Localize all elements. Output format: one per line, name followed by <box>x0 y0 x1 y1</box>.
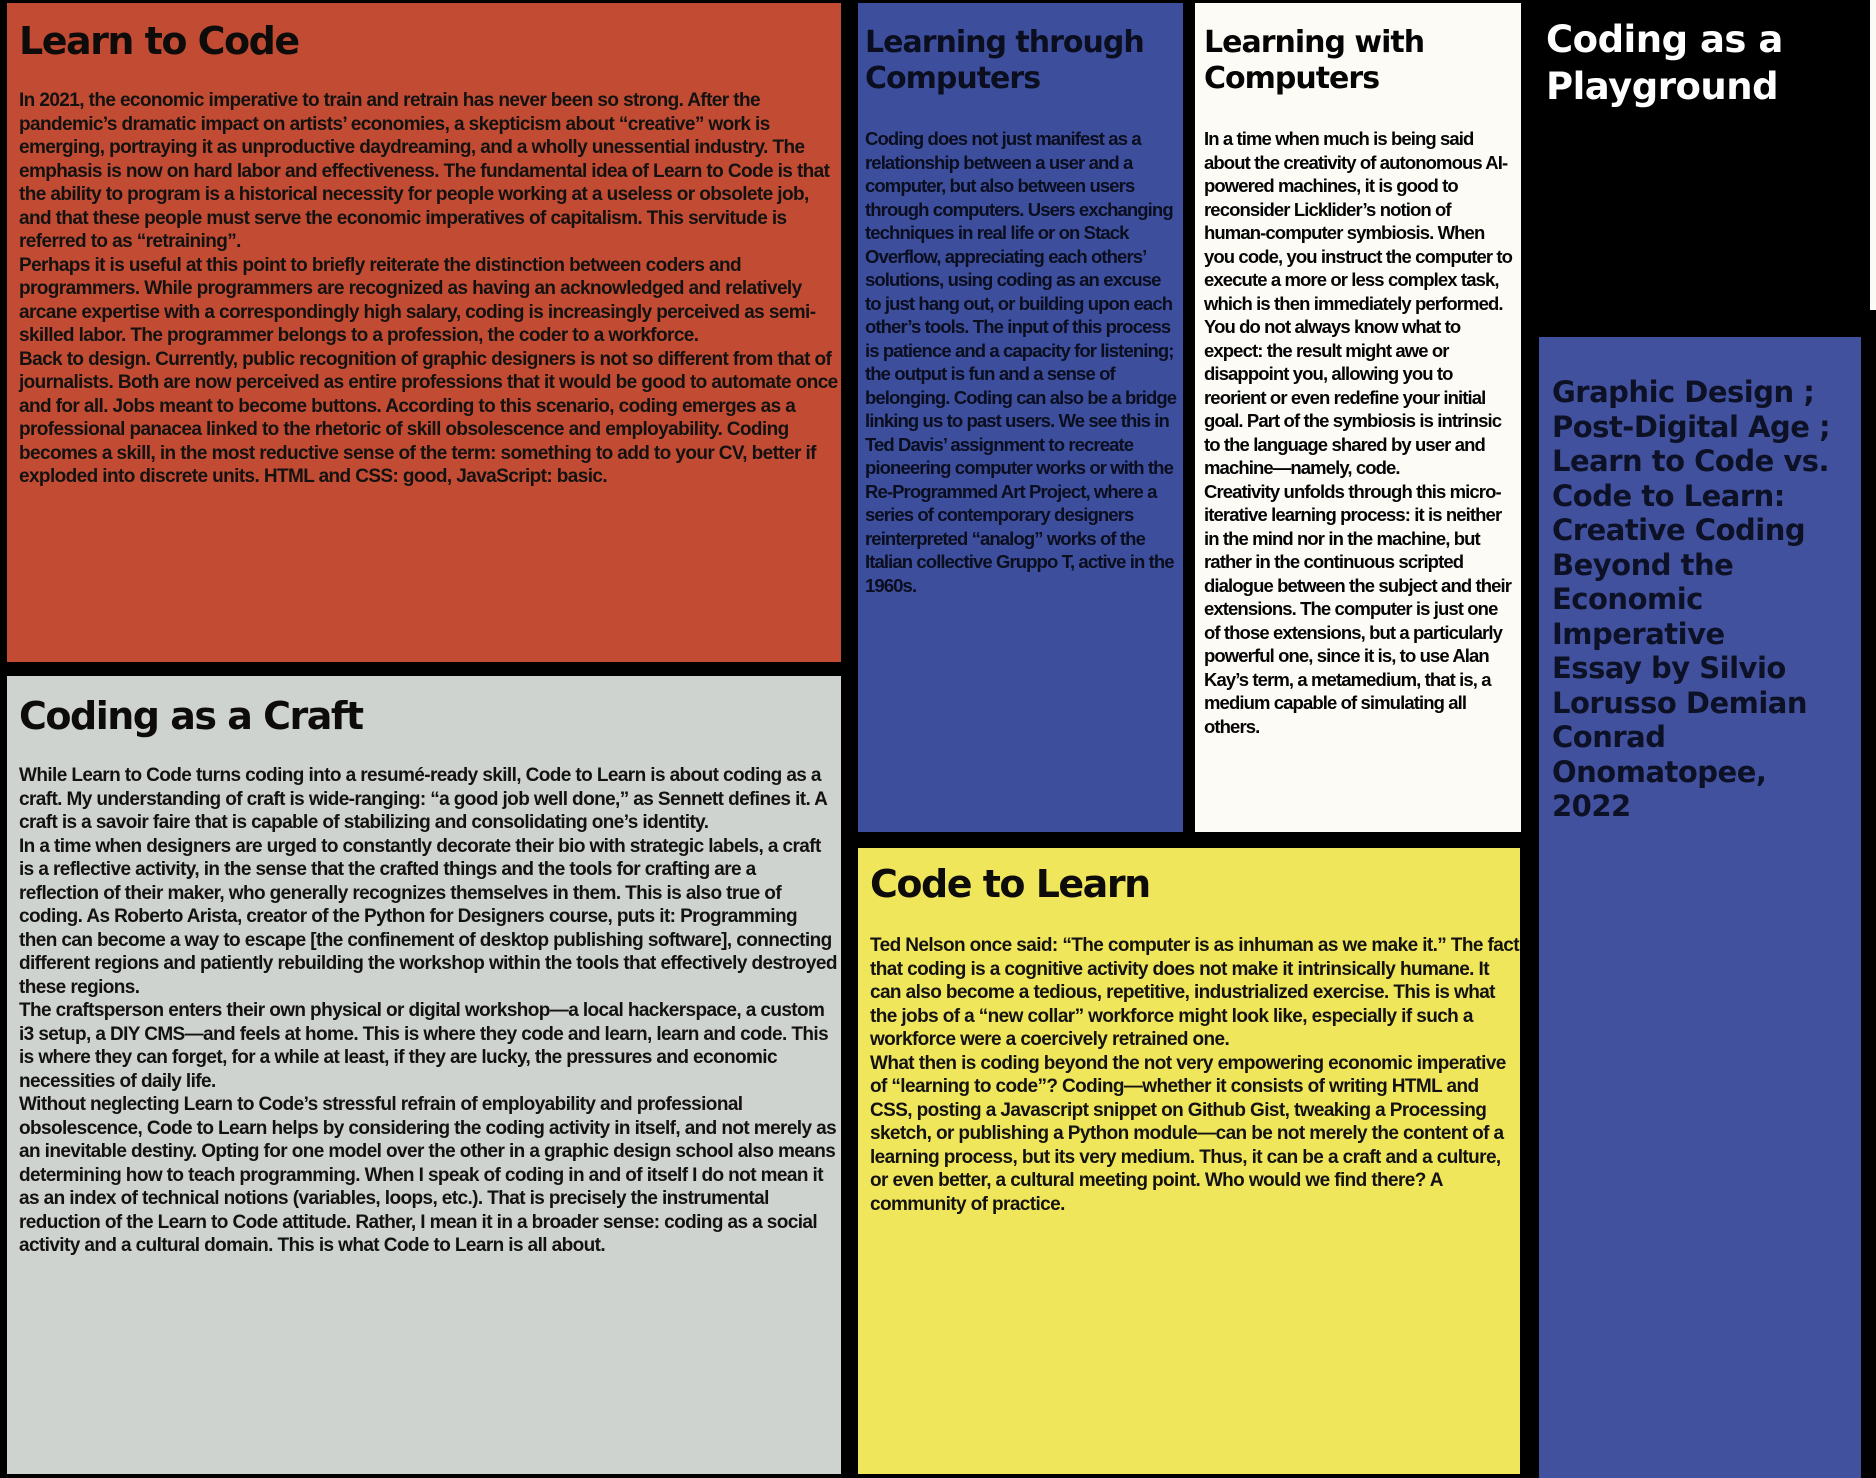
paragraph: The craftsperson enters their own physical or digital workshop—a local hackerspace, a custom i3 setup, a DIY CMS—and feels at home. This is where they code and learn, learn and code. This is where they can forget, for a while at least, if they are lucky, the pressures and economic necessities of daily life. <box>19 1000 829 1092</box>
coding-as-a-craft-title: Coding as a Craft <box>19 694 363 738</box>
paragraph: Creativity unfolds through this micro-iterative learning process: it is neither in the mind nor in the machine, but rather in the continuous scripted dialogue between the subject and their extensions. The computer is just one of those extensions, but a particularly powerful one, since it is, to use Alan Kay’s term, a metamedium, that is, a medium capable of simulating all others. <box>1204 480 1512 737</box>
paragraph: Learn to Code vs. <box>1552 444 1830 478</box>
paragraph: Essay by Silvio <box>1552 651 1786 685</box>
paragraph: Imperative <box>1552 616 1725 651</box>
paragraph: Ted Nelson once said: “The computer is as inhuman as we make it.” The fact that coding is a cognitive activity does not make it intrinsically humane. It can also become a tedious, repetitive, industrialized exercise. This is what the jobs of a “new collar” workforce might look like, especially if such a workforce were a coercively retrained one. <box>870 935 1519 1050</box>
section-learning-with-computers <box>1195 3 1521 832</box>
paragraph: Conrad <box>1552 720 1666 754</box>
learning-with-computers-title: Learning with Computers <box>1204 25 1425 96</box>
paragraph: Graphic Design ; <box>1552 375 1815 409</box>
paragraph: In a time when much is being said about the creativity of autonomous AI-powered machines, it is good to reconsider Licklider’s notion of human-computer symbiosis. When you code, you instruct the computer to execute a more or less complex task, which is then immediately performed. You do not always know what to expect: the result might awe or disappoint you, allowing you to reorient or even redefine your initial goal. Part of the symbiosis is intrinsic to the language shared by user and machine—namely, code. <box>1204 128 1513 478</box>
paragraph: Without neglecting Learn to Code’s stressful refrain of employability and professional obsolescence, Code to Learn helps by considering the coding activity in itself, and not merely as an inevitable destiny. Opting for one model over the other in a graphic design school also means determining how to teach programming. When I speak of coding in and of itself I do not mean it as an index of technical notions (variables, loops, etc.). That is precisely the instrumental reduction of the Learn to Code attitude. Rather, I mean it in a broader sense: coding as a social activity and a cultural domain. This is what Code to Learn is all about. <box>19 1094 837 1256</box>
paragraph: Beyond the <box>1552 547 1734 582</box>
coding-as-a-playground-title: Coding as a Playground <box>1546 18 1783 108</box>
paragraph: Back to design. Currently, public recognition of graphic designers is not so different from that of journalists. Both are now perceived as entire professions that it would be good to automate once and for all. Jobs meant to become buttons. According to this scenario, coding emerges as a professional panacea linked to the rhetoric of skill obsolescence and employability. Coding becomes a skill, in the most reductive sense of the term: something to add to your CV, better if exploded into discrete units. HTML and CSS: good, JavaScript: basic. <box>19 348 838 487</box>
paragraph: What then is coding beyond the not very empowering economic imperative of “learning to code”? Coding—whether it consists of writing HTML and CSS, posting a Javascript snippet on Github Gist, tweaking a Processing sketch, or publishing a Python module—can be not merely the content of a learning process, but its very medium. Thus, it can be a craft and a culture, or even better, a cultural meeting point. Who would we find there? A community of practice. <box>870 1052 1506 1215</box>
paragraph: Coding does not just manifest as a relationship between a user and a computer, but also between users through computers. Users exchanging techniques in real life or on Stack Overflow, appreciating each others’ solutions, using coding as an excuse to just hang out, or building upon each other’s tools. The input of this process is patience and a capacity for listening; the output is fun and a sense of belonging. Coding can also be a bridge linking us to past users. We see this in Ted Davis’ assignment to recreate pioneering computer works or with the Re-Programmed Art Project, where a series of contemporary designers reinterpreted “analog” works of the Italian collective Gruppo T, active in the 1960s. <box>865 128 1177 596</box>
paragraph: In a time when designers are urged to constantly decorate their bio with strategic labels, a craft is a reflective activity, in the sense that the crafted things and the tools for crafting are a reflection of their maker, who generally recognizes themselves in them. This is also true of coding. As Roberto Arista, creator of the Python for Designers course, puts it: Programming then can become a way to escape [the confinement of desktop publishing software], connecting different regions and patiently rebuilding the workshop within the tools that effectively destroyed these regions. <box>19 835 837 998</box>
code-to-learn-body <box>870 934 1520 1216</box>
learning-with-computers-body <box>1204 127 1516 738</box>
paragraph: In 2021, the economic imperative to train and retrain has never been so strong. After the pandemic’s dramatic impact on artists’ economies, a skepticism about “creative” work is emerging, portraying it as unproductive daydreaming, and a wholly unessential industry. The emphasis is now on hard labor and effectiveness. The fundamental idea of Learn to Code is that the ability to program is a historical necessity for people working at a useless or obsolete job, and that these people must serve the economic imperatives of capitalism. This servitude is referred to as “retraining”. <box>19 90 830 252</box>
code-to-learn-title: Code to Learn <box>870 862 1150 906</box>
coding-as-a-craft-body <box>19 764 839 1258</box>
learn-to-code-body <box>19 89 839 489</box>
paragraph: Economic <box>1552 582 1703 616</box>
paragraph: Creative Coding <box>1552 513 1806 547</box>
scrollbar-thumb[interactable] <box>1870 0 1876 310</box>
section-code-to-learn <box>858 848 1520 1474</box>
colophon-panel <box>1539 337 1861 1478</box>
section-learning-through-computers <box>858 3 1183 832</box>
paragraph: Code to Learn: <box>1552 478 1785 513</box>
paragraph: While Learn to Code turns coding into a resumé-ready skill, Code to Learn is about coding as a craft. My understanding of craft is wide-ranging: “a good job well done,” as Sennett defines it. A craft is a savoir faire that is capable of stabilizing and consolidating one’s identity. <box>19 765 827 833</box>
paragraph: Lorusso Demian <box>1552 685 1808 720</box>
learn-to-code-title: Learn to Code <box>19 19 299 63</box>
section-learn-to-code <box>7 3 841 662</box>
colophon-text <box>1552 375 1854 824</box>
paragraph: Post-Digital Age ; <box>1552 409 1831 444</box>
paragraph: Perhaps it is useful at this point to briefly reiterate the distinction between coders and programmers. While programmers are recognized as having an acknowledged and relatively arcane expertise with a correspondingly high salary, coding is increasingly perceived as semi-skilled labor. The programmer belongs to a profession, the coder to a workforce. <box>19 254 816 346</box>
learning-through-computers-body <box>865 127 1177 597</box>
section-coding-as-a-craft <box>7 676 841 1474</box>
paragraph: Onomatopee, 2022 <box>1552 754 1767 823</box>
learning-through-computers-title: Learning through Computers <box>865 25 1144 96</box>
